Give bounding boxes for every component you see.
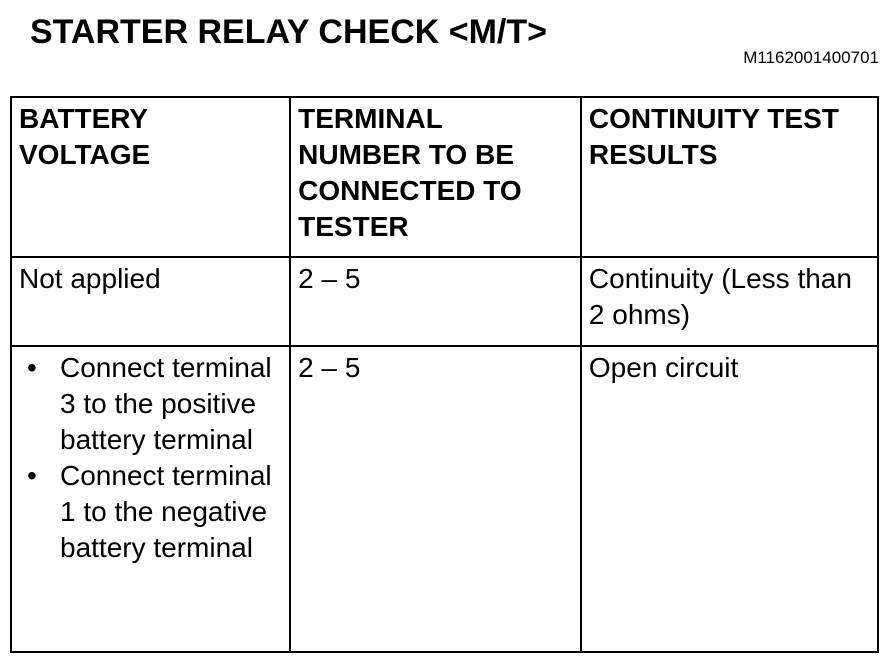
table-row [11,257,878,346]
starter-relay-table [10,96,879,653]
cell-battery-voltage: Not applied [11,257,290,346]
cell-result: Continuity (Less than 2 ohms) [581,257,878,346]
page-title: STARTER RELAY CHECK <M/T> [30,13,548,51]
battery-step-list [19,350,282,566]
table-header-row [11,97,878,257]
bullet-icon: • [27,460,37,491]
header-terminal-number: TERMINAL NUMBER TO BE CONNECTED TO TESTER [290,97,581,257]
cell-battery-voltage [11,346,290,652]
header-continuity-results: CONTINUITY TEST RESULTS [581,97,878,257]
list-item [19,458,282,566]
document-code: M1162001400701 [743,48,879,67]
table-row [11,346,878,652]
cell-terminal: 2 – 5 [290,257,581,346]
cell-result: Open circuit [581,346,878,652]
header-battery-voltage: BATTERY VOLTAGE [11,97,290,257]
cell-terminal: 2 – 5 [290,346,581,652]
step-text: Connect terminal 1 to the negative battery terminal [60,460,272,563]
list-item [19,350,282,458]
bullet-icon: • [27,352,37,383]
step-text: Connect terminal 3 to the positive battery terminal [60,352,272,455]
